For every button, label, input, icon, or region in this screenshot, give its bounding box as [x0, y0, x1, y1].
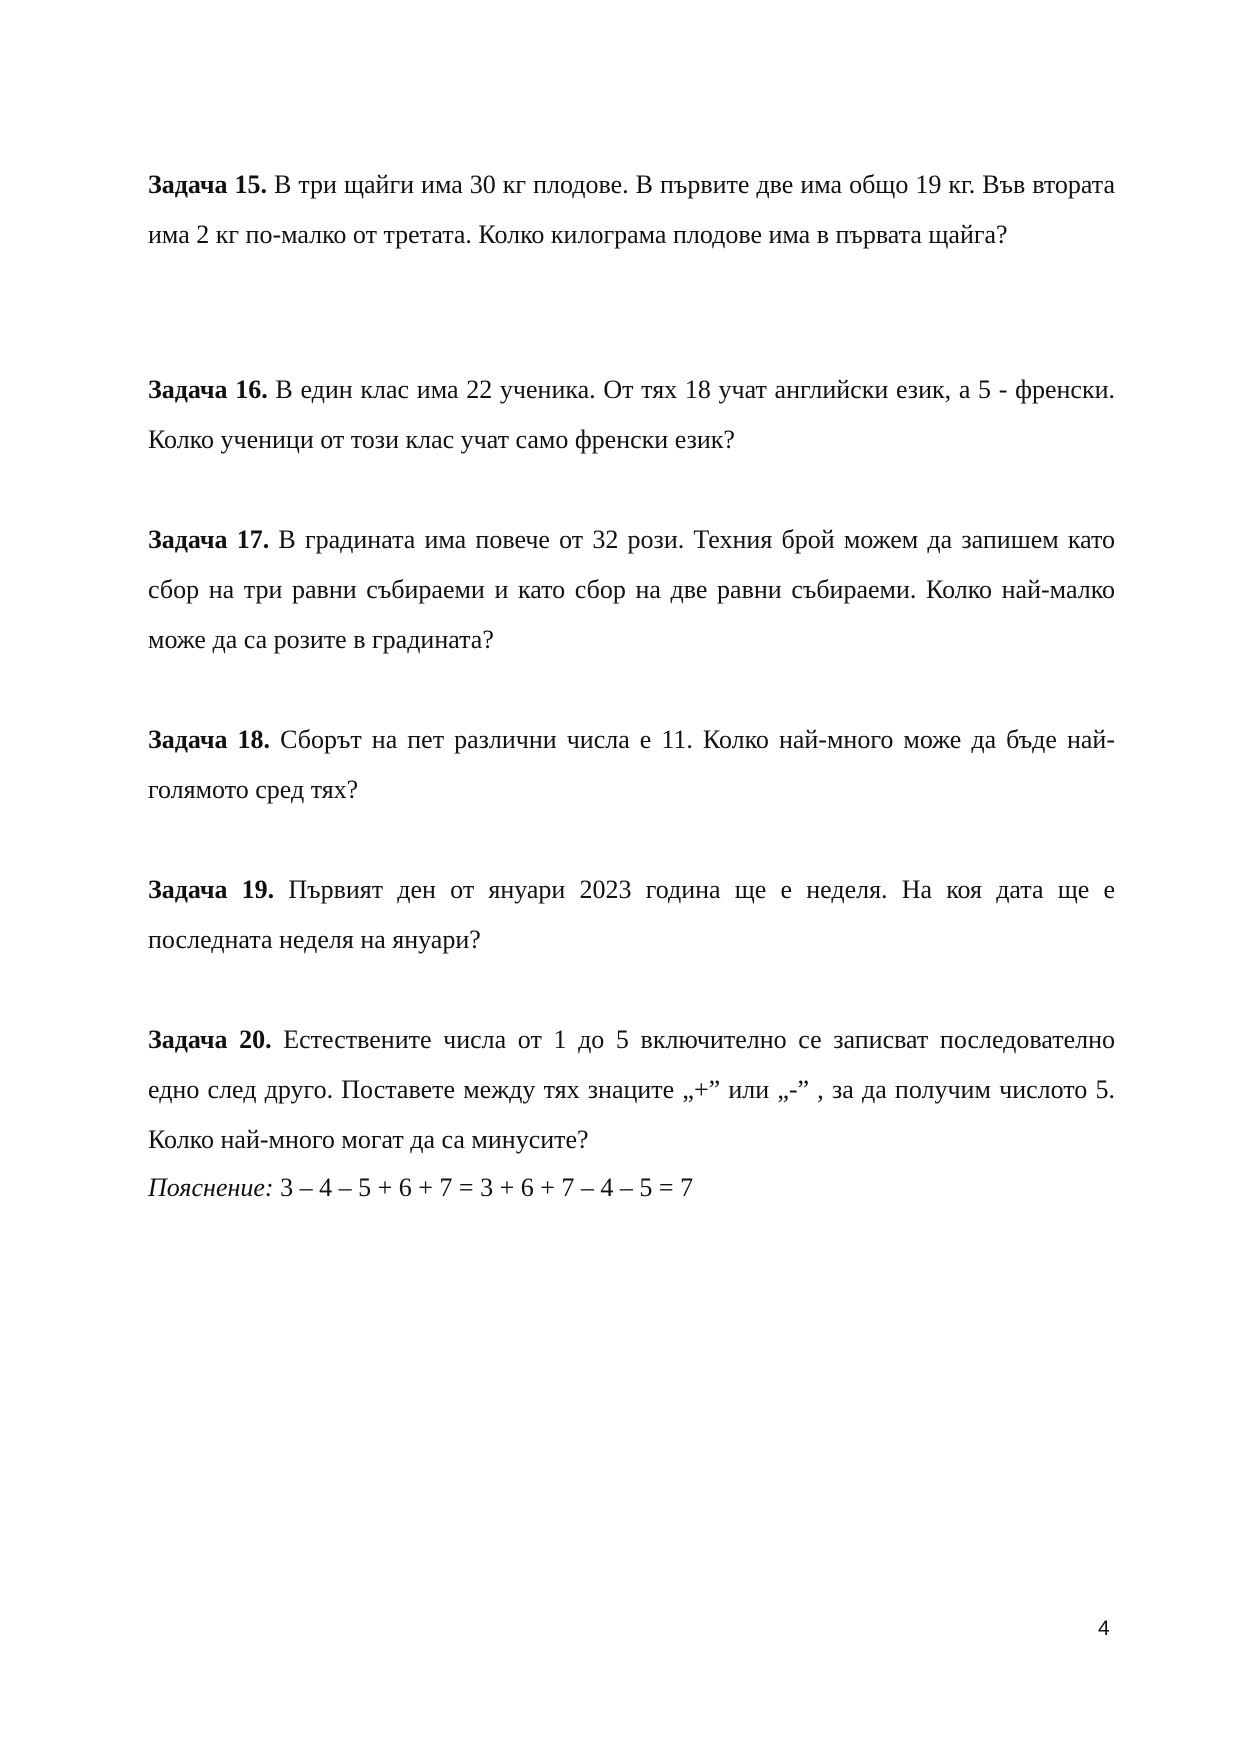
problem-20-label: Задача 20.	[148, 1025, 272, 1054]
problem-18-label: Задача 18.	[148, 725, 271, 754]
problem-17	[148, 515, 1115, 665]
problem-19-label: Задача 19.	[148, 875, 275, 904]
problem-15-text: В три щайги има 30 кг плодове. В първите две има общо 19 кг. Във втората има 2 кг по-малко от третата. Колко килограма плодове има в първата щайга?	[148, 170, 1116, 249]
problem-18-text: Сборът на пет различни числа е 11. Колко най-много може да бъде най-голямото сред тях?	[148, 725, 1116, 804]
problem-20	[148, 1015, 1115, 1165]
problem-15-label: Задача 15.	[148, 170, 268, 199]
explanation-text: 3 – 4 – 5 + 6 + 7 = 3 + 6 + 7 – 4 – 5 = 7	[280, 1173, 694, 1202]
problem-16-label: Задача 16.	[148, 375, 268, 404]
page-number: 4	[1098, 1617, 1110, 1640]
problem-19-text: Първият ден от януари 2023 година ще е неделя. На коя дата ще е последната неделя на януари?	[148, 875, 1115, 954]
problem-15	[148, 160, 1115, 260]
problem-19	[148, 865, 1115, 965]
problem-16	[148, 365, 1115, 465]
explanation-label: Пояснение:	[148, 1173, 274, 1202]
problem-18	[148, 715, 1115, 815]
problem-17-label: Задача 17.	[148, 525, 270, 554]
problem-16-text: В един клас има 22 ученика. От тях 18 учат английски език, а 5 - френски. Колко ученици от този клас учат само френски език?	[148, 375, 1116, 454]
explanation	[148, 1163, 1115, 1213]
problem-17-text: В градината има повече от 32 рози. Техния брой можем да запишем като сбор на три равни събираеми и като сбор на две равни събираеми. Колко най-малко може да са розите в градината?	[148, 525, 1116, 654]
problem-20-text: Естествените числа от 1 до 5 включително се записват последователно едно след друго. Поставете между тях знаците „+” или „-” , за да получим числото 5. Колко най-много могат да са минусите?	[148, 1025, 1115, 1154]
